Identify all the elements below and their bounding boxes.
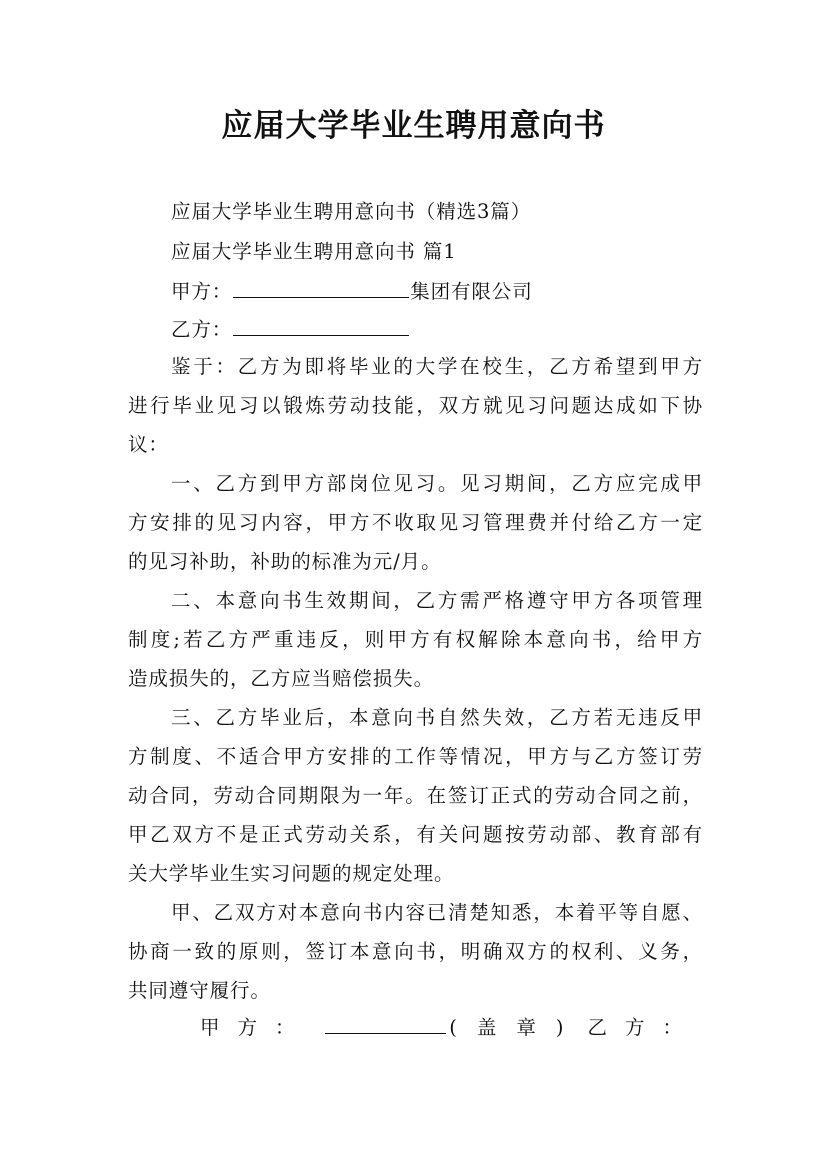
party-b-blank — [233, 333, 409, 336]
document-subtitle: 应届大学毕业生聘用意向书（精选3篇） — [171, 200, 532, 223]
clause-2-line: 造成损失的，乙方应当赔偿损失。 — [128, 667, 435, 690]
signature-party-b: 乙方： — [587, 1016, 700, 1039]
closing-line: 共同遵守履行。 — [128, 979, 271, 1002]
clause-3-line: 关大学毕业生实习问题的规定处理。 — [128, 862, 455, 885]
clause-3-line: 甲乙双方不是正式劳动关系，有关问题按劳动部、教育部有 — [128, 823, 703, 846]
chapter-heading: 应届大学毕业生聘用意向书 篇1 — [171, 240, 457, 263]
clause-1-line: 方安排的见习内容，甲方不收取见习管理费并付给乙方一定 — [128, 511, 703, 534]
party-a-blank — [233, 295, 409, 298]
clause-3-line: 三、乙方毕业后，本意向书自然失效，乙方若无违反甲 — [171, 706, 703, 729]
party-b-line — [171, 320, 703, 340]
preamble-line: 议： — [128, 433, 169, 456]
party-a-line — [171, 282, 703, 302]
closing-line: 协商一致的原则，签订本意向书，明确双方的权利、义务， — [128, 940, 703, 963]
preamble-line: 进行毕业见习以锻炼劳动技能，双方就见习问题达成如下协 — [128, 394, 703, 417]
closing-line: 甲、乙双方对本意向书内容已清楚知悉，本着平等自愿、 — [171, 901, 703, 924]
signature-blank — [325, 1031, 447, 1034]
clause-1-line: 的见习补助，补助的标准为元/月。 — [128, 550, 442, 573]
signature-party-a: 甲方： — [200, 1016, 313, 1039]
document-title: 应届大学毕业生聘用意向书 — [221, 108, 606, 144]
party-a-prefix: 甲方： — [171, 280, 233, 303]
signature-line — [200, 1018, 700, 1038]
party-b-prefix: 乙方： — [171, 318, 233, 341]
clause-2-line: 二、本意向书生效期间，乙方需严格遵守甲方各项管理 — [171, 589, 703, 612]
signature-seal: (盖章) — [449, 1016, 584, 1039]
party-a-suffix: 集团有限公司 — [410, 280, 533, 303]
clause-1-line: 一、乙方到甲方部岗位见习。见习期间，乙方应完成甲 — [171, 472, 703, 495]
clause-3-line: 动合同，劳动合同期限为一年。在签订正式的劳动合同之前， — [128, 784, 703, 807]
clause-3-line: 方制度、不适合甲方安排的工作等情况，甲方与乙方签订劳 — [128, 745, 703, 768]
clause-2-line: 制度;若乙方严重违反，则甲方有权解除本意向书，给甲方 — [128, 628, 703, 651]
preamble-line: 鉴于：乙方为即将毕业的大学在校生，乙方希望到甲方 — [171, 355, 703, 378]
